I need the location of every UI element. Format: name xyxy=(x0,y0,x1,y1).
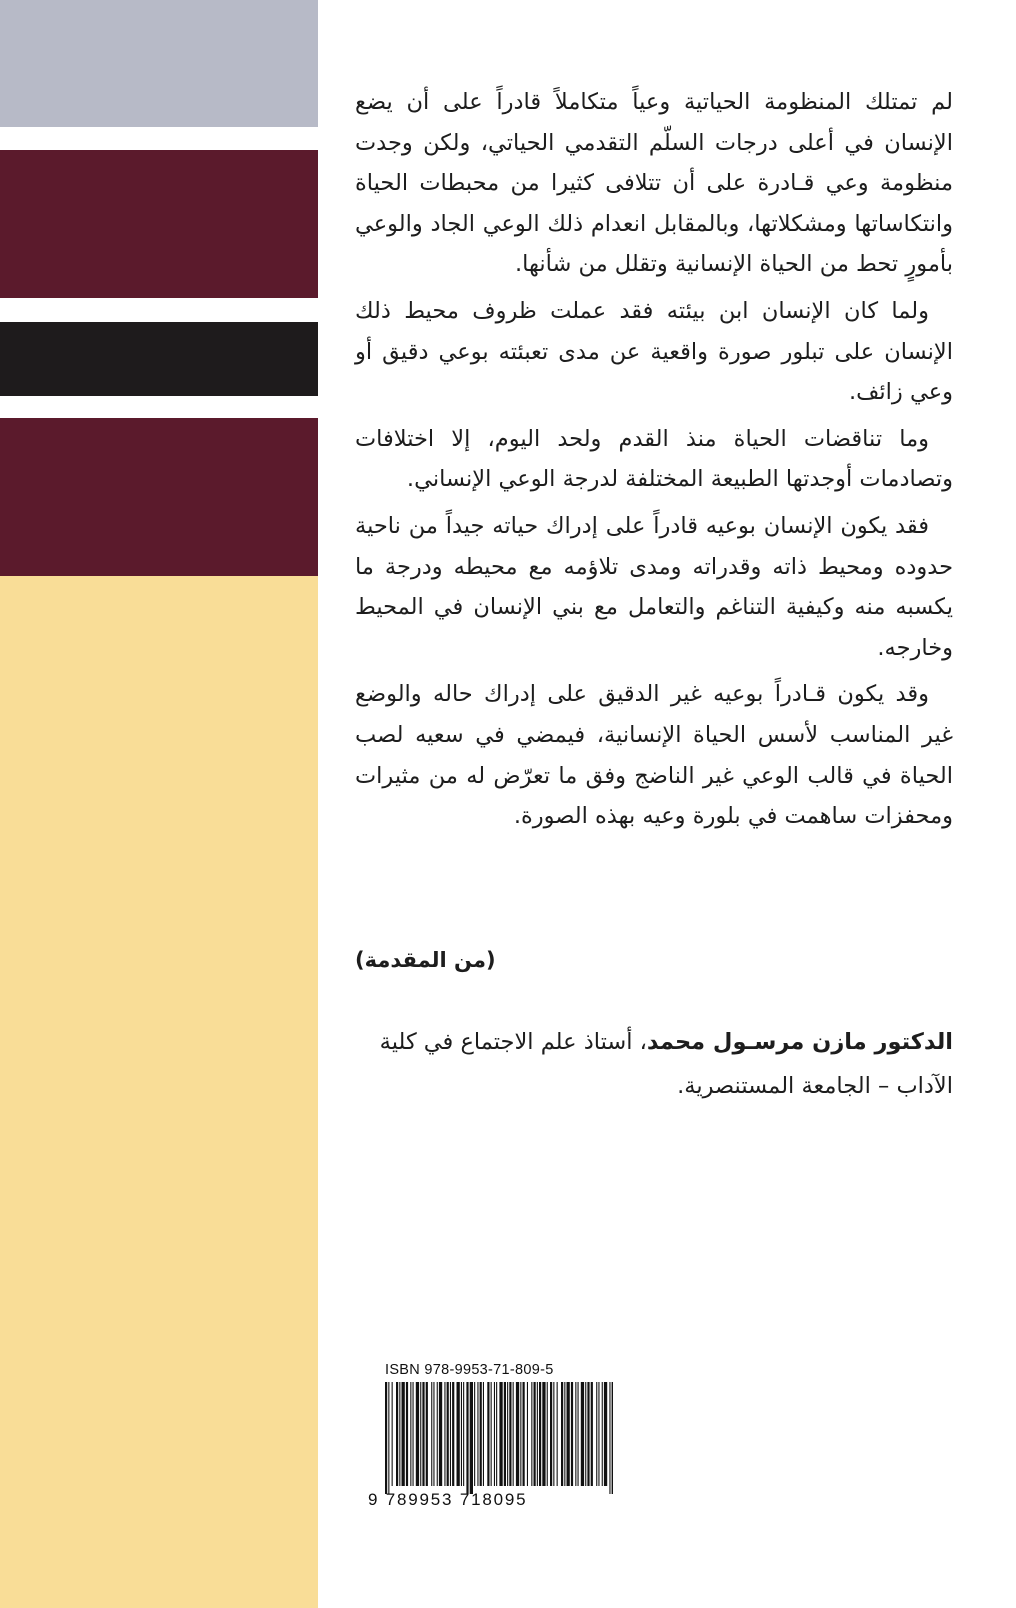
barcode-bar xyxy=(550,1382,552,1486)
barcode-bar xyxy=(516,1382,519,1486)
barcode-bar xyxy=(578,1382,579,1486)
barcode-bar xyxy=(496,1382,497,1486)
author-description: ، أستاذ علم الاجتماع في كلية الآداب – الجامعة المستنصرية. xyxy=(379,1029,953,1099)
barcode-bar xyxy=(439,1382,442,1486)
barcode-bar xyxy=(461,1382,462,1486)
barcode-bar xyxy=(598,1382,599,1486)
barcode-bar xyxy=(433,1382,434,1486)
barcode-bar xyxy=(402,1382,405,1486)
blurb-text xyxy=(355,82,953,843)
barcode-bar xyxy=(591,1382,593,1486)
barcode-bar xyxy=(539,1382,541,1486)
barcode-bar xyxy=(416,1382,419,1486)
plum-stripe-bottom xyxy=(0,418,318,576)
barcode-bar xyxy=(609,1382,610,1494)
blurb-paragraph-4: فقد يكون الإنسان بوعيه قادراً على إدراك حياته جيداً من ناحية حدوده ومحيط ذاته وقدراته ومدى تلاؤمه مع محيطه ودرجة ما يكسبه منه وكيفية التناغم والتعامل مع بني الإنسان في المحيط وخارجه. xyxy=(355,512,953,661)
barcode-bar xyxy=(602,1382,603,1486)
barcode-bar xyxy=(494,1382,495,1486)
barcode-bar xyxy=(499,1382,502,1486)
barcode-bars xyxy=(385,1382,613,1494)
barcode-bar xyxy=(399,1382,400,1486)
barcode-bar xyxy=(612,1382,613,1494)
barcode-bar xyxy=(457,1382,460,1486)
barcode-bar xyxy=(567,1382,570,1486)
barcode-bar xyxy=(426,1382,428,1486)
barcode-bar xyxy=(422,1382,424,1486)
plum-stripe-top xyxy=(0,150,318,298)
barcode-bar xyxy=(420,1382,421,1486)
barcode-bar xyxy=(553,1382,554,1486)
barcode-bar xyxy=(491,1382,492,1486)
barcode-bar xyxy=(463,1382,464,1486)
barcode-bar xyxy=(477,1382,478,1486)
barcode-bar xyxy=(585,1382,586,1486)
barcode-bar xyxy=(520,1382,521,1486)
barcode-bar xyxy=(604,1382,607,1486)
barcode-bar xyxy=(470,1382,473,1494)
barcode-bar xyxy=(564,1382,565,1486)
barcode-bar xyxy=(385,1382,387,1494)
barcode-bar xyxy=(487,1382,489,1486)
barcode-bar xyxy=(483,1382,484,1486)
barcode-bar xyxy=(437,1382,438,1486)
barcode-bar xyxy=(413,1382,414,1486)
barcode-bar xyxy=(561,1382,563,1486)
barcode-bar xyxy=(571,1382,573,1486)
source-note: (من المقدمة) xyxy=(355,948,496,972)
barcode-bar xyxy=(504,1382,506,1486)
blurb-paragraph-1: لم تمتلك المنظومة الحياتية وعياً متكاملاً قادراً على أن يضع الإنسان في أعلى درجات السلّم التقدمي الحياتي، ولكن وجدت منظومة وعي قـادرة على أن تتلافى كثيرا من محبطات الحياة وانتكاساتها ومشكلاتها، وبالمقابل انعدام ذلك الوعي الجاد والوعي بأمورٍ تحط من الحياة الإنسانية وتقلل من شأنها. xyxy=(355,89,953,278)
barcode-bar xyxy=(531,1382,532,1486)
barcode-bar xyxy=(406,1382,408,1486)
barcode-bar xyxy=(466,1382,468,1494)
barcode-bar xyxy=(509,1382,511,1486)
barcode-bar xyxy=(587,1382,589,1486)
ean-digits: 9 789953 718095 xyxy=(368,1490,528,1509)
black-stripe xyxy=(0,322,318,396)
barcode-bar xyxy=(444,1382,445,1486)
barcode-bar xyxy=(581,1382,584,1486)
grey-stripe xyxy=(0,0,318,127)
barcode-bar xyxy=(450,1382,451,1486)
barcode-bar xyxy=(596,1382,597,1486)
barcode-bar xyxy=(507,1382,508,1486)
barcode-bar xyxy=(527,1382,528,1486)
blurb-paragraph-5: وقد يكون قـادراً بوعيه غير الدقيق على إدراك حاله والوضع غير المناسب لأسس الحياة الإنسانية، فيمضي في سعيه لصب الحياة في قالب الوعي غير الناضج وفق ما تعرّض له من مثيرات ومحفزات ساهمت في بلورة وعيه بهذه الصورة. xyxy=(355,681,953,830)
barcode-bar xyxy=(392,1382,393,1486)
author-name: الدكتور مازن مرسـول محمد xyxy=(646,1029,953,1055)
blurb-paragraph-3: وما تناقضات الحياة منذ القدم ولحد اليوم، إلا اختلافات وتصادمات أوجدتها الطبيعة المختلفة لدرجة الوعي الإنساني. xyxy=(355,425,953,493)
barcode-bar xyxy=(388,1382,389,1494)
barcode-bar xyxy=(447,1382,449,1486)
barcode-bar xyxy=(396,1382,398,1486)
author-info xyxy=(355,1020,953,1108)
barcode-bar xyxy=(547,1382,548,1486)
barcode-bar xyxy=(523,1382,525,1486)
barcode-bar xyxy=(542,1382,545,1486)
barcode-bar xyxy=(537,1382,538,1486)
barcode-bar xyxy=(410,1382,411,1486)
isbn-label: ISBN 978-9953-71-809-5 xyxy=(385,1362,554,1378)
cream-stripe xyxy=(0,576,318,1608)
barcode-bar xyxy=(480,1382,482,1486)
barcode-bar xyxy=(452,1382,454,1486)
barcode-bar xyxy=(557,1382,558,1486)
blurb-paragraph-2: ولما كان الإنسان ابن بيئته فقد عملت ظروف محيط ذلك الإنسان على تبلور صورة واقعية عن مدى تعبئته بوعي دقيق أو وعي زائف. xyxy=(355,297,953,406)
barcode-bar xyxy=(575,1382,576,1486)
barcode-bar xyxy=(513,1382,514,1486)
barcode-bar xyxy=(534,1382,536,1486)
barcode-bar xyxy=(474,1382,475,1486)
barcode-bar xyxy=(431,1382,432,1486)
